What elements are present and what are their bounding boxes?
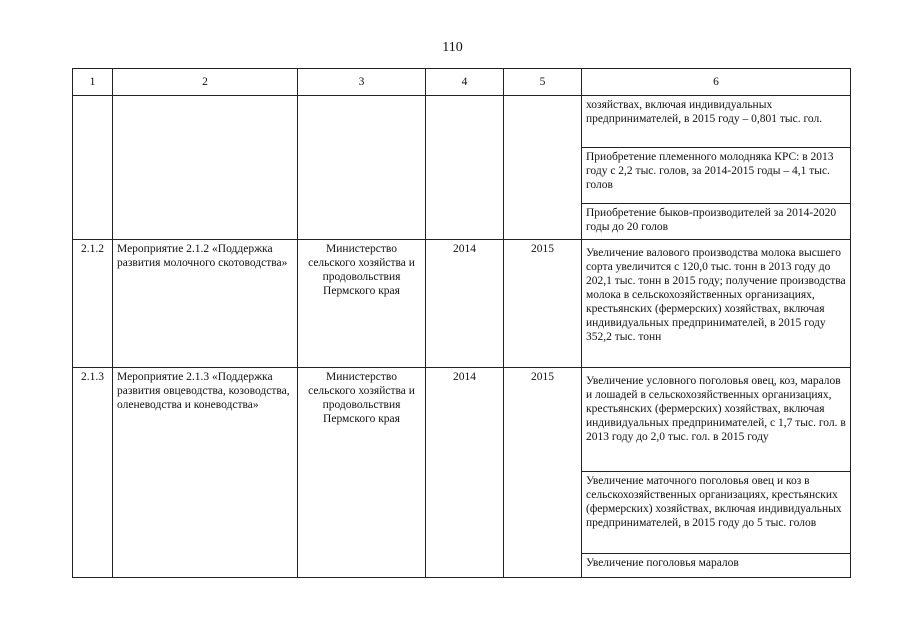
column-header: 4 bbox=[426, 69, 504, 96]
empty-cell bbox=[426, 96, 504, 240]
column-header: 3 bbox=[298, 69, 426, 96]
measure-name: Мероприятие 2.1.2 «Поддержка развития молочного скотоводства» bbox=[113, 240, 298, 368]
result-cell: Приобретение быков-производителей за 2014-2020 годы до 20 голов bbox=[582, 204, 851, 240]
table-row bbox=[73, 240, 851, 368]
measures-table bbox=[72, 68, 851, 578]
row-number: 2.1.2 bbox=[73, 240, 113, 368]
empty-cell bbox=[504, 96, 582, 240]
page-number: 110 bbox=[442, 40, 463, 55]
start-year: 2014 bbox=[426, 368, 504, 578]
result-cell: Увеличение поголовья маралов bbox=[582, 554, 851, 578]
result-cell: Увеличение условного поголовья овец, коз, маралов и лошадей в сельскохозяйственных организациях, крестьянских (фермерских) хозяйствах, включая индивидуальных предпринимателей, с 1,7 тыс. гол. в 2013 году до 2,0 тыс. гол. в 2015 году bbox=[582, 368, 851, 472]
table-header-row bbox=[73, 69, 851, 96]
end-year: 2015 bbox=[504, 240, 582, 368]
column-header: 1 bbox=[73, 69, 113, 96]
column-header: 5 bbox=[504, 69, 582, 96]
column-header: 2 bbox=[113, 69, 298, 96]
table-row bbox=[73, 368, 851, 472]
empty-cell bbox=[113, 96, 298, 240]
executor-cell: Министерство сельского хозяйства и продовольствия Пермского края bbox=[298, 368, 426, 578]
result-cell: Увеличение валового производства молока высшего сорта увеличится с 120,0 тыс. тонн в 2013 году до 202,1 тыс. тонн в 2015 году; получение производства молока в сельскохозяйственных организациях, крестьянских (фермерских) хозяйствах, включая индивидуальных предпринимателей, в 2015 году 352,2 тыс. тонн bbox=[582, 240, 851, 368]
result-cell: хозяйствах, включая индивидуальных предпринимателей, в 2015 году – 0,801 тыс. гол. bbox=[582, 96, 851, 148]
end-year: 2015 bbox=[504, 368, 582, 578]
result-cell: Увеличение маточного поголовья овец и коз в сельскохозяйственных организациях, крестьянских (фермерских) хозяйствах, включая индивидуальных предпринимателей, в 2015 году до 5 тыс. голов bbox=[582, 472, 851, 554]
executor-cell: Министерство сельского хозяйства и продовольствия Пермского края bbox=[298, 240, 426, 368]
empty-cell bbox=[73, 96, 113, 240]
empty-cell bbox=[298, 96, 426, 240]
start-year: 2014 bbox=[426, 240, 504, 368]
result-cell: Приобретение племенного молодняка КРС: в 2013 году с 2,2 тыс. голов, за 2014-2015 годы – 4,1 тыс. голов bbox=[582, 148, 851, 204]
row-number: 2.1.3 bbox=[73, 368, 113, 578]
column-header: 6 bbox=[582, 69, 851, 96]
measure-name: Мероприятие 2.1.3 «Поддержка развития овцеводства, козоводства, оленеводства и коневодства» bbox=[113, 368, 298, 578]
table-row bbox=[73, 96, 851, 148]
